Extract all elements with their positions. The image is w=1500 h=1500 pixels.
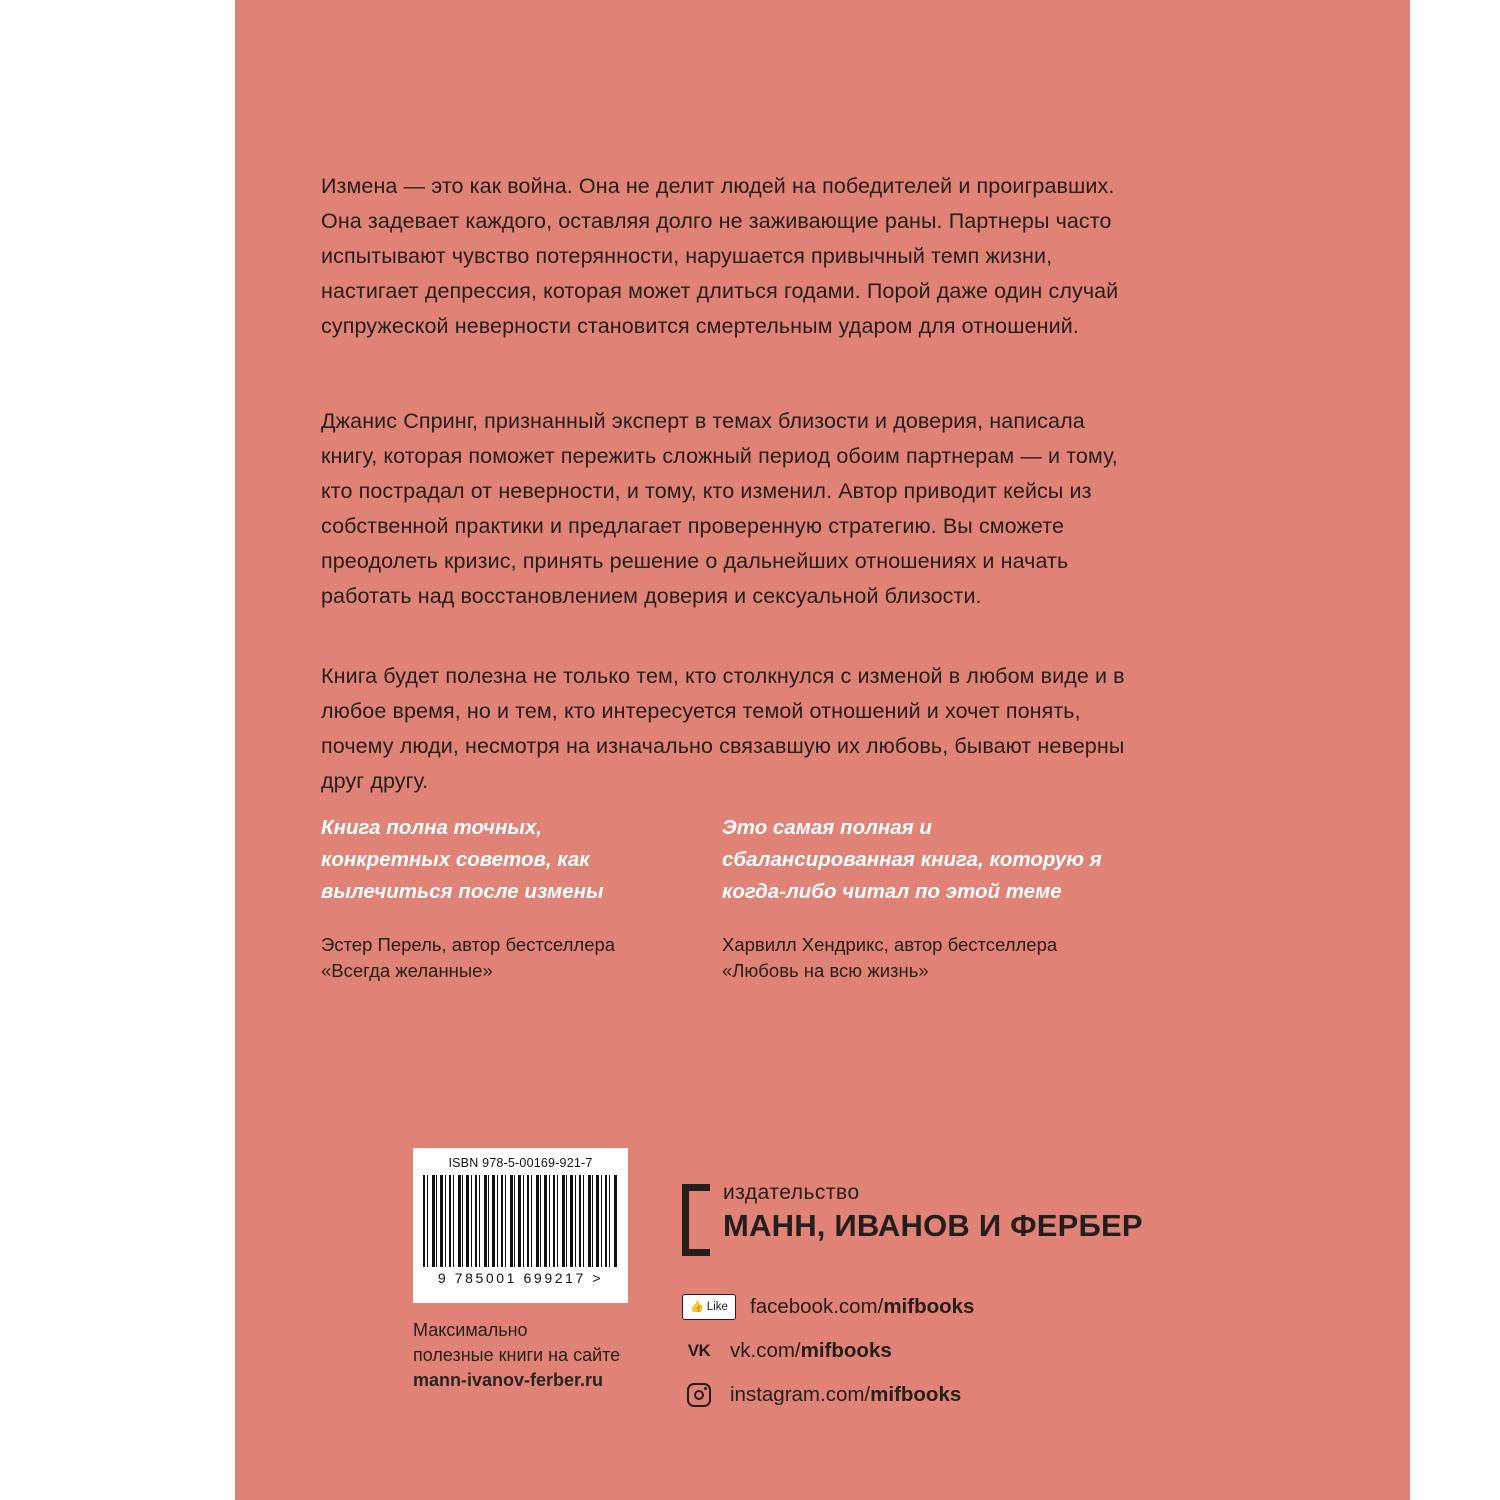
- testimonial-right: [722, 812, 1112, 984]
- social-row-vk[interactable]: [682, 1332, 1152, 1370]
- publisher-site-url[interactable]: mann-ivanov-ferber.ru: [413, 1370, 604, 1390]
- facebook-like-icon: [682, 1294, 736, 1320]
- site-note-line-2: полезные книги на сайте: [413, 1345, 621, 1365]
- isbn-barcode: [413, 1148, 628, 1303]
- testimonial-attribution: Харвилл Хендрикс, автор бестселлера «Любовь на всю жизнь»: [722, 934, 1058, 981]
- social-links: [682, 1288, 1152, 1420]
- testimonial-quote: Это самая полная и сбалансированная книга, которую я когда-либо читал по этой теме: [722, 816, 1102, 903]
- testimonial-quote: Книга полна точных, конкретных советов, как вылечиться после измены: [321, 816, 604, 903]
- testimonial-attribution: Эстер Перель, автор бестселлера «Всегда желанные»: [321, 934, 616, 981]
- barcode-digits: 9 785001 699217 >: [437, 1270, 604, 1286]
- publisher-word: издательство: [723, 1181, 860, 1204]
- publisher-name: МАНН, ИВАНОВ И ФЕРБЕР: [723, 1208, 1143, 1243]
- barcode-bars: [423, 1175, 618, 1267]
- blurb-paragraph-3: Книга будет полезна не только тем, кто столкнулся с изменой в любом виде и в любое время, но и тем, кто интересуется темой отношений и хочет понять, почему люди, несмотря на изначально связавшую их любовь, бывают неверны друг другу.: [321, 663, 1125, 793]
- blurb-paragraph-2: Джанис Спринг, признанный эксперт в темах близости и доверия, написала книгу, которая поможет пережить сложный период обоим партнерам — и тому, кто пострадал от неверности, и тому, кто изменил. Автор приводит кейсы из собственной практики и предлагает проверенную стратегию. Вы сможете преодолеть кризис, принять решение о дальнейших отношениях и начать работать над восстановлением доверия и сексуальной близости.: [321, 408, 1118, 608]
- instagram-icon-wrap: [682, 1382, 716, 1408]
- publisher-logo: [682, 1180, 1162, 1256]
- facebook-url[interactable]: facebook.com/mifbooks: [750, 1295, 975, 1318]
- vk-url[interactable]: vk.com/mifbooks: [730, 1339, 892, 1362]
- blurb-paragraph-1: Измена — это как война. Она не делит людей на победителей и проигравших. Она задевает каждого, оставляя долго не заживающие раны. Партнеры часто испытывают чувство потерянности, нарушается привычный темп жизни, настигает депрессия, которая может длиться годами. Порой даже один случай супружеской неверности становится смертельным ударом для отношений.: [321, 173, 1119, 338]
- thumbs-up-icon: 👍: [690, 1300, 704, 1313]
- instagram-icon: [687, 1383, 711, 1407]
- book-back-cover: [235, 0, 1410, 1500]
- isbn-label: ISBN 978-5-00169-921-7: [448, 1156, 593, 1170]
- bracket-icon: [682, 1184, 710, 1256]
- vk-icon: VK: [687, 1341, 711, 1360]
- facebook-like-label: Like: [706, 1301, 728, 1313]
- site-note-line-1: Максимально: [413, 1320, 528, 1340]
- social-row-instagram[interactable]: [682, 1376, 1152, 1414]
- instagram-url[interactable]: instagram.com/mifbooks: [730, 1383, 962, 1406]
- publisher-site-note: [413, 1318, 673, 1393]
- testimonial-left: [321, 812, 676, 984]
- social-row-facebook[interactable]: [682, 1288, 1152, 1326]
